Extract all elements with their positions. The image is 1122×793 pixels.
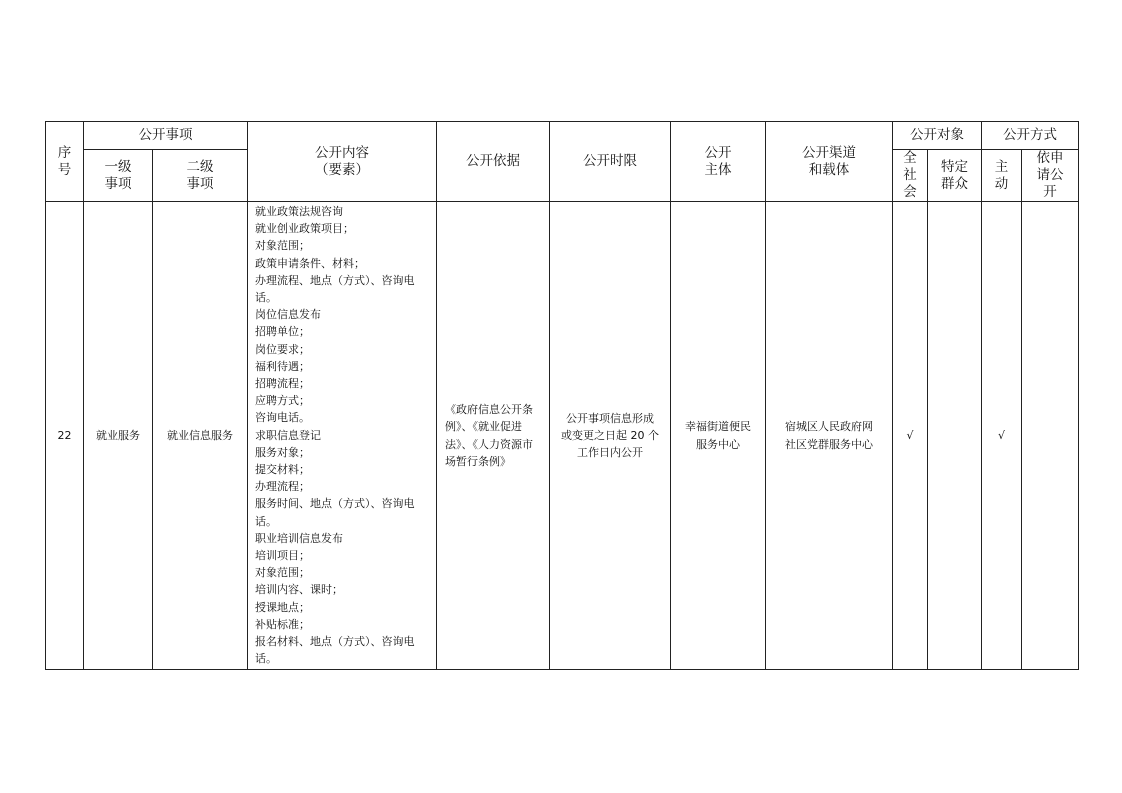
header-content: 公开内容 （要素） [248,122,437,202]
row-method-apply-check [1022,202,1079,670]
content-line: 培训项目； [255,549,310,563]
row-time-limit [550,202,671,670]
header-time-limit: 公开时限 [550,122,671,202]
content-line: 就业创业政策项目； [255,222,354,236]
content-line: 话。 [255,652,277,666]
content-line: 招聘单位； [255,325,310,339]
header-level1: 一级 事项 [84,150,153,202]
content-line: 办理流程、地点（方式）、咨询电 [255,273,415,287]
header-level2: 二级 事项 [153,150,248,202]
header-target: 公开对象 [893,122,982,150]
content-line: 对象范围； [255,566,310,580]
header-method-apply: 依申 请公 开 [1022,150,1079,202]
content-line: 服务对象； [255,445,310,459]
row-channel [766,202,893,670]
row-basis [437,202,550,670]
row-subject [671,202,766,670]
subject-line: 幸福街道便民 [685,420,751,434]
header-method: 公开方式 [982,122,1079,150]
content-line: 服务时间、地点（方式）、咨询电 [255,497,415,511]
channel-line: 宿城区人民政府网 [785,420,873,434]
header-target-specific: 特定 群众 [928,150,982,202]
subject-line: 服务中心 [696,437,740,451]
time-limit-line: 工作日内公开 [577,446,643,460]
content-line: 福利待遇； [255,359,310,373]
row-target-specific-check [928,202,982,670]
channel-line: 社区党群服务中心 [785,437,873,451]
time-limit-line: 公开事项信息形成 [566,411,654,425]
header-basis: 公开依据 [437,122,550,202]
content-line: 招聘流程； [255,377,310,391]
disclosure-table [45,121,1079,670]
content-line: 就业政策法规咨询 [255,205,343,218]
row-level2: 就业信息服务 [153,202,248,670]
basis-line: 例》、《就业促进 [445,420,522,434]
header-seq: 序 号 [46,122,84,202]
content-line: 职业培训信息发布 [255,531,343,545]
content-line: 政策申请条件、材料； [255,256,365,270]
content-line: 应聘方式； [255,394,310,408]
row-seq: 22 [46,202,84,670]
content-line: 补贴标准； [255,617,310,631]
header-public-items: 公开事项 [84,122,248,150]
content-line: 咨询电话。 [255,411,310,425]
content-line: 岗位要求； [255,342,310,356]
content-line: 话。 [255,514,277,528]
row-target-all-check: √ [893,202,928,670]
content-line: 岗位信息发布 [255,308,321,322]
content-line: 授课地点； [255,600,310,614]
basis-line: 《政府信息公开条 [445,403,533,417]
content-line: 培训内容、课时； [255,583,343,597]
row-content [248,202,437,670]
content-line: 办理流程； [255,480,310,494]
content-line: 话。 [255,291,277,305]
row-method-active-check: √ [982,202,1022,670]
content-line: 报名材料、地点（方式）、咨询电 [255,635,415,649]
content-line: 求职信息登记 [255,428,321,442]
time-limit-line: 或变更之日起 20 个 [561,428,659,442]
basis-line: 场暂行条例》 [445,454,511,468]
header-subject: 公开 主体 [671,122,766,202]
content-line: 提交材料； [255,463,310,477]
header-channel: 公开渠道 和载体 [766,122,893,202]
table-row [46,202,1079,670]
row-level1: 就业服务 [84,202,153,670]
header-method-active: 主 动 [982,150,1022,202]
content-line: 对象范围； [255,239,310,253]
basis-line: 法》、《人力资源市 [445,437,533,451]
header-target-all: 全 社 会 [893,150,928,202]
